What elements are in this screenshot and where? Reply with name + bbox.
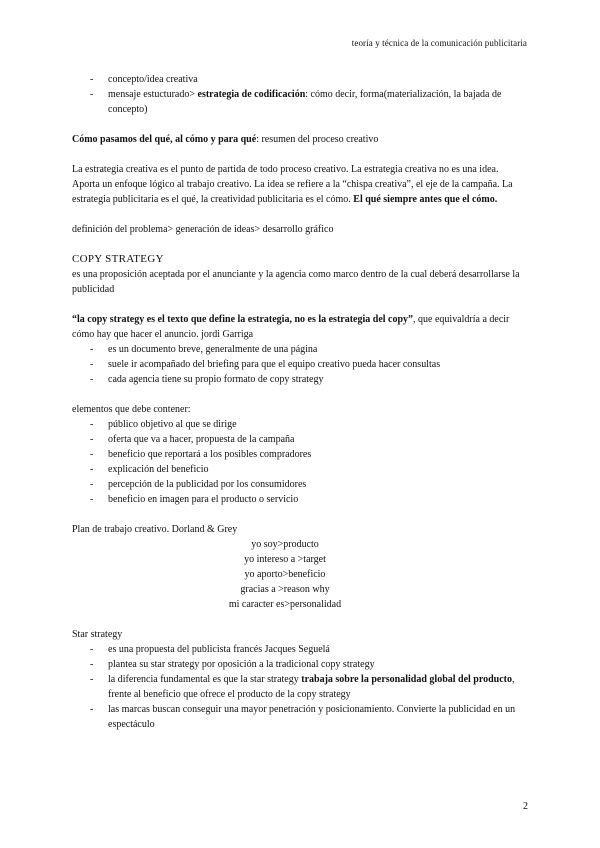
list-item: - explicación del beneficio	[72, 462, 528, 477]
plan-title: Plan de trabajo creativo. Dorland & Grey	[72, 524, 238, 535]
list-item: - público objetivo al que se dirige	[72, 417, 528, 432]
page-header: teoría y técnica de la comunicación publicitaria	[351, 38, 527, 48]
elements-list	[72, 417, 528, 507]
plan-lines	[72, 537, 528, 612]
copy-strategy-definition: es una proposición aceptada por el anunciante y la agencia como marco dentro de la cual deberá desarrollarse la publicidad	[72, 269, 520, 295]
summary-line: Cómo pasamos del qué, al cómo y para qué: resumen del proceso creativo	[72, 134, 379, 145]
list-item: - oferta que va a hacer, propuesta de la campaña	[72, 432, 528, 447]
elements-label: elementos que debe contener:	[72, 404, 191, 415]
bold-term: estrategia de codificación	[197, 89, 306, 100]
list-item: - es una propuesta del publicista francés Jacques Seguelá	[72, 642, 528, 657]
list-item: - percepción de la publicidad por los consumidores	[72, 477, 528, 492]
list-item: - cada agencia tiene su propio formato de copy strategy	[72, 372, 528, 387]
section-title-star-strategy: Star strategy	[72, 629, 123, 640]
list-item: - las marcas buscan conseguir una mayor penetración y posicionamiento. Convierte la publicidad en un espectáculo	[72, 702, 528, 732]
list-item: - beneficio que reportará a los posibles compradores	[72, 447, 528, 462]
list-item: - es un documento breve, generalmente de una página	[72, 342, 528, 357]
plan-line: gracias a >reason why	[240, 584, 330, 595]
summary-heading: Cómo pasamos del qué, al cómo y para qué	[72, 134, 257, 145]
intro-list	[72, 72, 528, 117]
page-number: 2	[523, 801, 528, 812]
copy-strategy-quote: “la copy strategy es el texto que define la estrategia, no es la estrategia del copy”, que equivaldría a decir cómo hay que hacer el anuncio. jordi Garriga	[72, 314, 510, 340]
plan-line: mi caracter es>personalidad	[228, 599, 342, 610]
plan-line: yo aporto>beneficio	[244, 569, 326, 580]
quote-bold: “la copy strategy es el texto que define la estrategia, no es la estrategia del copy”	[72, 314, 414, 325]
list-item: - concepto/idea creativa	[72, 72, 528, 87]
list-item: - plantea su star strategy por oposición a la tradicional copy strategy	[72, 657, 528, 672]
list-item: - la diferencia fundamental es que la star strategy trabaja sobre la personalidad global del producto, frente al beneficio que ofrece el producto de la copy strategy	[72, 672, 528, 702]
document-body	[72, 72, 528, 732]
copy-strategy-list	[72, 342, 528, 387]
process-line: definición del problema> generación de ideas> desarrollo gráfico	[72, 224, 334, 235]
bold-emphasis: El qué siempre antes que el cómo.	[353, 194, 498, 205]
plan-line: yo soy>producto	[251, 539, 319, 550]
plan-line: yo intereso a >target	[244, 554, 326, 565]
section-title-copy-strategy: COPY STRATEGY	[72, 253, 164, 265]
star-strategy-list	[72, 642, 528, 732]
bold-term: trabaja sobre la personalidad global del producto	[301, 674, 513, 685]
list-item: - suele ir acompañado del briefing para que el equipo creativo pueda hacer consultas	[72, 357, 528, 372]
paragraph-strategy: La estrategia creativa es el punto de partida de todo proceso creativo. La estrategia creativa no es una idea. Aporta un enfoque lógico al trabajo creativo. La idea se refiere a la “chispa creativa”, el eje de la campaña. La estrategia publicitaria es el qué, la creatividad publicitaria es el cómo. El qué siempre antes que el cómo.	[72, 164, 513, 205]
list-item: - beneficio en imagen para el producto o servicio	[72, 492, 528, 507]
list-item: - mensaje estucturado> estrategia de codificación: cómo decir, forma(materialización, la bajada de concepto)	[72, 87, 528, 117]
